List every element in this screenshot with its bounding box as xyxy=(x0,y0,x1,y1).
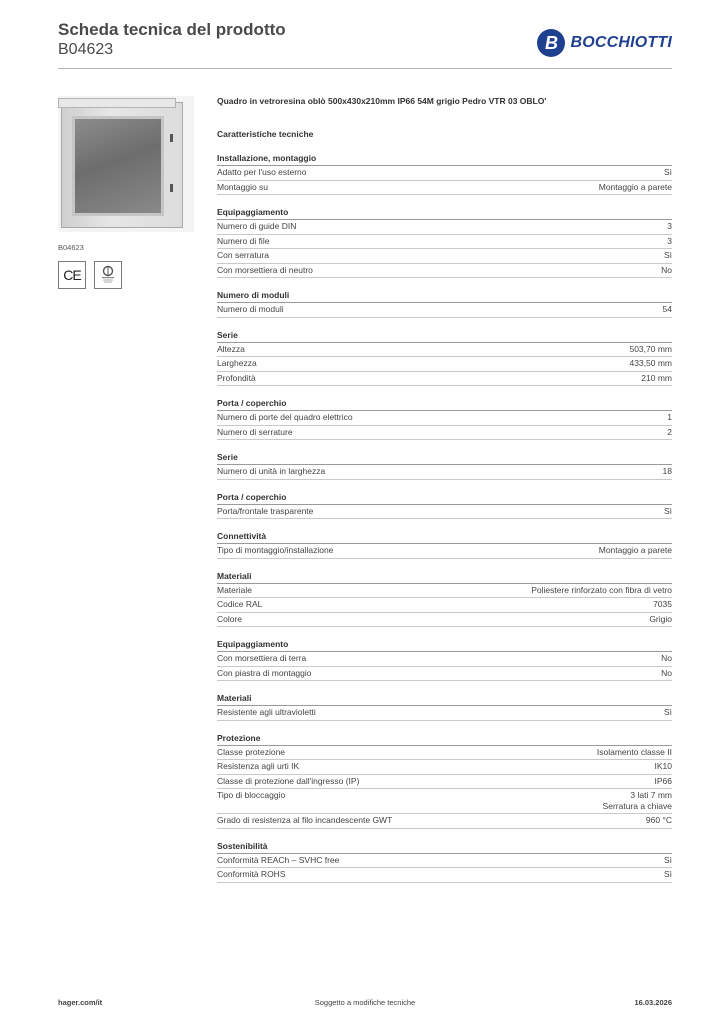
spec-label: Con serratura xyxy=(217,250,269,260)
spec-row xyxy=(217,789,672,814)
spec-label: Adatto per l'uso esterno xyxy=(217,167,307,177)
spec-label: Tipo di bloccaggio xyxy=(217,790,286,800)
section-title: Sostenibilità xyxy=(217,841,672,854)
spec-label: Grado di resistenza al filo incandescente GWT xyxy=(217,815,393,825)
spec-value: IK10 xyxy=(654,761,672,771)
section-title: Equipaggiamento xyxy=(217,639,672,652)
spec-row xyxy=(217,357,672,372)
spec-row xyxy=(217,264,672,279)
section-title: Serie xyxy=(217,330,672,343)
section-title: Numero di moduli xyxy=(217,290,672,303)
spec-label: Numero di file xyxy=(217,235,270,246)
spec-section xyxy=(217,841,672,883)
spec-value: Sì xyxy=(663,167,672,177)
brand-name: BOCCHIOTTI xyxy=(570,34,672,51)
spec-label: Profondità xyxy=(217,372,256,383)
spec-row xyxy=(217,343,672,358)
spec-section xyxy=(217,571,672,628)
spec-value: 2 xyxy=(667,426,672,437)
section-title: Installazione, montaggio xyxy=(217,153,672,166)
spec-label: Con piastra di montaggio xyxy=(217,667,312,678)
spec-label: Numero di moduli xyxy=(217,304,284,314)
spec-value: IP66 xyxy=(654,775,672,786)
spec-section xyxy=(217,398,672,440)
spec-row xyxy=(217,465,672,480)
spec-value: 3 xyxy=(667,235,672,246)
spec-row xyxy=(217,775,672,790)
spec-label: Porta/frontale trasparente xyxy=(217,505,314,516)
footer-note: Soggetto a modifiche tecniche xyxy=(314,998,416,1007)
header-divider xyxy=(58,68,672,69)
spec-row xyxy=(217,544,672,559)
spec-sections xyxy=(217,153,672,883)
spec-value: Montaggio a parete xyxy=(598,545,672,555)
section-title: Equipaggiamento xyxy=(217,207,672,220)
spec-value: No xyxy=(661,667,672,678)
spec-label: Altezza xyxy=(217,343,245,354)
spec-section xyxy=(217,531,672,559)
spec-section xyxy=(217,290,672,318)
spec-row xyxy=(217,584,672,599)
spec-value: Poliestere rinforzato con fibra di vetro xyxy=(531,584,672,595)
certifications xyxy=(58,261,194,289)
spec-label: Colore xyxy=(217,613,243,624)
spec-section xyxy=(217,330,672,387)
spec-label: Con morsettiera di terra xyxy=(217,653,307,663)
spec-section xyxy=(217,733,672,829)
tech-specs-title: Caratteristiche tecniche xyxy=(217,129,314,139)
spec-value: Isolamento classe II xyxy=(596,746,672,757)
enclosure-window xyxy=(72,116,164,216)
spec-value: 7035 xyxy=(653,599,672,609)
spec-row xyxy=(217,166,672,181)
section-title: Serie xyxy=(217,452,672,465)
spec-value: Sì xyxy=(663,869,672,879)
spec-section xyxy=(217,492,672,520)
product-name: Quadro in vetroresina oblò 500x430x210mm IP66 54M grigio Pedro VTR 03 OBLO' xyxy=(217,96,547,106)
spec-section xyxy=(217,452,672,480)
product-sidebar xyxy=(58,96,194,289)
spec-row xyxy=(217,746,672,761)
section-title: Materiali xyxy=(217,693,672,706)
spec-row xyxy=(217,235,672,250)
spec-row xyxy=(217,505,672,520)
spec-section xyxy=(217,639,672,681)
spec-label: Resistente agli ultravioletti xyxy=(217,707,316,717)
footer-date: 16.03.2026 xyxy=(634,998,672,1007)
page-title: Scheda tecnica del prodotto xyxy=(58,20,286,39)
spec-label: Materiale xyxy=(217,584,252,595)
spec-value: 54 xyxy=(662,304,672,314)
spec-section xyxy=(217,207,672,278)
spec-label: Numero di unità in larghezza xyxy=(217,466,326,476)
spec-label: Numero di guide DIN xyxy=(217,221,297,231)
ce-mark-icon: CE xyxy=(58,261,86,289)
brand-mark-icon: B xyxy=(537,29,565,57)
spec-value-line: 3 lati 7 mm xyxy=(630,790,672,800)
spec-value-line: Serratura a chiave xyxy=(602,801,672,811)
spec-value: Montaggio a parete xyxy=(598,181,672,192)
image-caption: B04623 xyxy=(58,243,84,252)
spec-row xyxy=(217,760,672,775)
spec-row xyxy=(217,706,672,721)
section-title: Materiali xyxy=(217,571,672,584)
spec-label: Numero di serrature xyxy=(217,426,293,437)
spec-value: 210 mm xyxy=(641,372,672,383)
spec-value: 18 xyxy=(662,466,672,476)
spec-value: Grigio xyxy=(649,613,672,624)
spec-value: Sì xyxy=(663,854,672,865)
footer-website: hager.com/it xyxy=(58,998,103,1007)
spec-row xyxy=(217,854,672,869)
spec-row xyxy=(217,426,672,441)
product-code: B04623 xyxy=(58,41,114,58)
spec-label: Tipo di montaggio/installazione xyxy=(217,545,334,555)
hinge-icon xyxy=(170,134,173,142)
spec-label: Numero di porte del quadro elettrico xyxy=(217,412,353,422)
spec-label: Classe di protezione dall'ingresso (IP) xyxy=(217,775,360,786)
spec-row xyxy=(217,220,672,235)
spec-row xyxy=(217,868,672,883)
spec-label: Conformità REACh – SVHC free xyxy=(217,854,340,865)
spec-row xyxy=(217,598,672,613)
section-title: Porta / coperchio xyxy=(217,492,672,505)
spec-value: Sì xyxy=(663,250,672,260)
spec-row xyxy=(217,667,672,682)
spec-label: Larghezza xyxy=(217,358,257,368)
section-title: Connettività xyxy=(217,531,672,544)
spec-value: 960 °C xyxy=(645,815,672,825)
spec-value: 1 xyxy=(667,412,672,422)
section-title: Porta / coperchio xyxy=(217,398,672,411)
hinge-icon xyxy=(170,184,173,192)
spec-label: Montaggio su xyxy=(217,181,269,192)
spec-value: 433,50 mm xyxy=(629,358,672,368)
spec-value: Sì xyxy=(663,505,672,516)
spec-label: Con morsettiera di neutro xyxy=(217,264,313,275)
spec-label: Conformità ROHS xyxy=(217,869,286,879)
spec-row xyxy=(217,814,672,829)
spec-row xyxy=(217,613,672,628)
spec-value: 503,70 mm xyxy=(629,343,672,354)
spec-row xyxy=(217,652,672,667)
section-title: Protezione xyxy=(217,733,672,746)
spec-value: 3 xyxy=(667,221,672,231)
spec-value: No xyxy=(661,264,672,275)
spec-label: Resistenza agli urti IK xyxy=(217,761,300,771)
spec-label: Codice RAL xyxy=(217,599,263,609)
spec-value: No xyxy=(661,653,672,663)
eco-label-graphic xyxy=(97,264,119,286)
spec-row xyxy=(217,249,672,264)
spec-content xyxy=(217,96,672,883)
spec-section xyxy=(217,693,672,721)
spec-row xyxy=(217,411,672,426)
page-header xyxy=(58,20,672,68)
product-image xyxy=(58,96,194,232)
eco-label-icon xyxy=(94,261,122,289)
brand-logo xyxy=(537,29,672,57)
spec-value: Sì xyxy=(663,707,672,717)
spec-row xyxy=(217,372,672,387)
spec-label: Classe protezione xyxy=(217,746,286,757)
spec-row xyxy=(217,181,672,196)
spec-value xyxy=(603,789,672,813)
spec-row xyxy=(217,303,672,318)
enclosure-top xyxy=(58,98,176,108)
spec-section xyxy=(217,153,672,195)
